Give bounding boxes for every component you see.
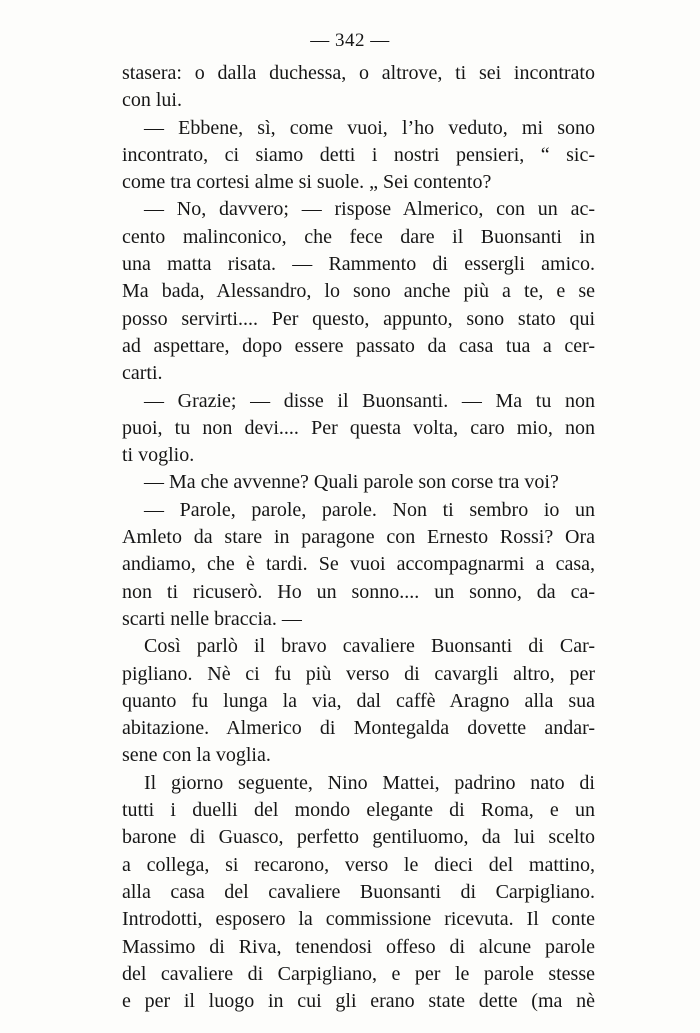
- text-line: una matta risata. — Rammento di essergli amico.: [122, 253, 595, 276]
- text-line: con lui.: [122, 89, 182, 112]
- text-line: sene con la voglia.: [122, 744, 271, 767]
- text-line: — Grazie; — disse il Buonsanti. — Ma tu non: [144, 389, 595, 412]
- text-line: posso servirti.... Per questo, appunto, sono stato qui: [122, 307, 595, 330]
- text-line: andiamo, che è tardi. Se vuoi accompagnarmi a casa,: [122, 553, 595, 576]
- body-text: [122, 60, 595, 1015]
- text-line: del cavaliere di Carpigliano, e per le parole stesse: [122, 962, 595, 985]
- text-line: ti voglio.: [122, 444, 195, 467]
- text-line: abitazione. Almerico di Montegalda dovette andar-: [122, 717, 595, 740]
- text-line: — Ebbene, sì, come vuoi, l’ho veduto, mi sono: [144, 116, 595, 139]
- text-line: Introdotti, esposero la commissione ricevuta. Il conte: [122, 908, 595, 931]
- text-line: — Parole, parole, parole. Non ti sembro io un: [144, 498, 595, 521]
- text-line: a collega, si recarono, verso le dieci del mattino,: [122, 853, 595, 876]
- text-line: puoi, tu non devi.... Per questa volta, caro mio, non: [122, 416, 595, 439]
- text-line: carti.: [122, 362, 163, 385]
- text-line: pigliano. Nè ci fu più verso di cavargli altro, per: [122, 662, 595, 685]
- text-line: incontrato, ci siamo detti i nostri pensieri, “ sic-: [122, 143, 595, 166]
- text-line: Così parlò il bravo cavaliere Buonsanti di Car-: [144, 635, 595, 658]
- text-line: Massimo di Riva, tenendosi offeso di alcune parole: [122, 935, 595, 958]
- text-line: Amleto da stare in paragone con Ernesto Rossi? Ora: [122, 526, 595, 549]
- text-line: barone di Guasco, perfetto gentiluomo, da lui scelto: [122, 826, 595, 849]
- text-line: stasera: o dalla duchessa, o altrove, ti sei incontrato: [122, 62, 595, 84]
- text-line: quanto fu lunga la via, dal caffè Aragno alla sua: [122, 689, 595, 712]
- text-line: cento malinconico, che fece dare il Buonsanti in: [122, 225, 595, 248]
- text-line: Il giorno seguente, Nino Mattei, padrino nato di: [144, 771, 595, 794]
- text-line: come tra cortesi alme si suole. „ Sei contento?: [122, 171, 492, 194]
- page-number: — 342 —: [310, 30, 390, 51]
- text-line: ad aspettare, dopo essere passato da casa tua a cer-: [122, 334, 595, 357]
- text-line: alla casa del cavaliere Buonsanti di Carpigliano.: [122, 880, 595, 903]
- text-line: tutti i duelli del mondo elegante di Roma, e un: [122, 799, 595, 822]
- text-line: non ti ricuserò. Ho un sonno.... un sonno, da ca-: [122, 580, 595, 603]
- text-line: — Ma che avvenne? Quali parole son corse tra voi?: [144, 471, 559, 494]
- text-line: e per il luogo in cui gli erano state dette (ma nè: [122, 990, 595, 1013]
- text-line: scarti nelle braccia. —: [122, 607, 302, 630]
- text-line: — No, davvero; — rispose Almerico, con un ac-: [144, 198, 595, 221]
- text-line: Ma bada, Alessandro, lo sono anche più a te, e se: [122, 280, 595, 303]
